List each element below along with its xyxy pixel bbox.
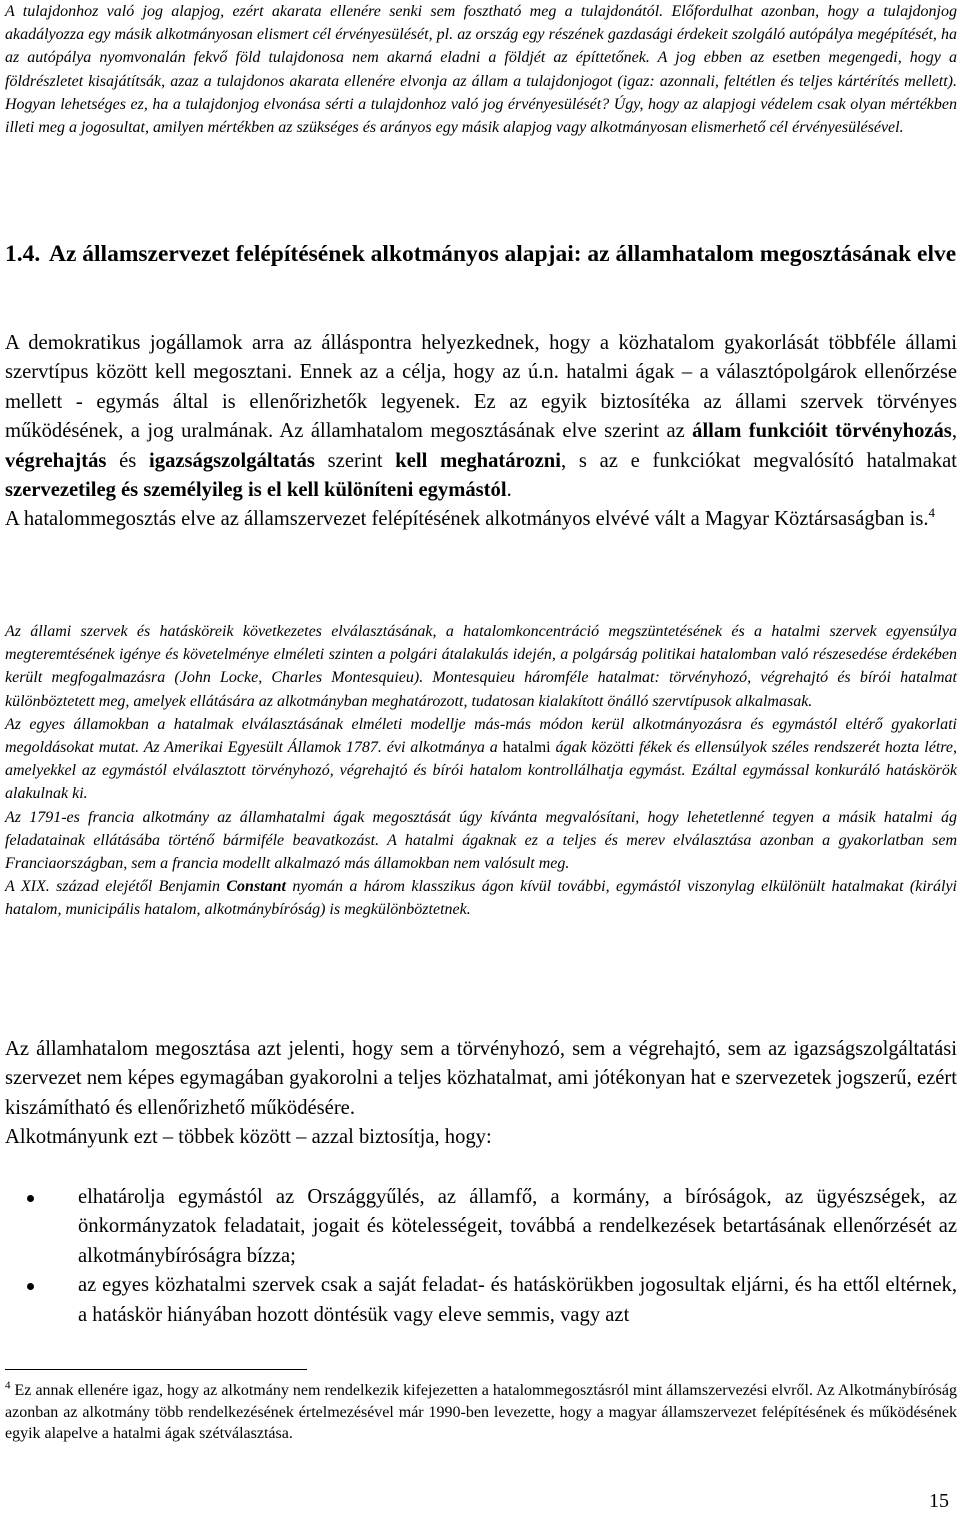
- text-segment: .: [506, 479, 512, 502]
- bold-segment: állam funkcióit törvényhozás: [692, 420, 952, 443]
- text-segment: ágak közötti fékek és ellensúlyok széles rendszerét hozta létre, amelyekkel az egymástól elválasztott törvényhozó, végrehajtó és bírói hatalom kontrollálhatja egymást. Ezáltal egymással konkuráló hatáskörök alakulnak ki.: [5, 739, 958, 803]
- history-paragraph-4: [5, 875, 957, 921]
- text-segment: A XIX. század elejétől Benjamin: [5, 878, 227, 896]
- text-segment: A hatalommegosztás elve az államszervezet felépítésének alkotmányos elvévé vált a Magyar Köztársaságban is.: [5, 508, 929, 531]
- bold-segment: szervezetileg és személyileg is el kell különíteni egymástól: [5, 479, 507, 502]
- bullet-icon: [27, 1283, 34, 1290]
- intro-paragraph: A tulajdonhoz való jog alapjog, ezért akarata ellenére senki sem fosztható meg a tulajdonától. Előfordulhat azonban, hogy a tulajdonjog akadályozza egy másik alkotmányosan elismert cél érvényesülését, pl. az ország egy részének gazdasági érdekeit szolgáló autópálya megépítését, ha az autópálya nyomvonalán fekvő föld tulajdonosa nem akarná eladni a földjét az építtetőnek. A jog ebben az esetben megengedi, hogy a földrészletet kisajátítsák, azaz a tulajdonos akarata ellenére elvonja az állam a tulajdonjogot (igaz: azonnali, feltétlen és teljes kártérítés mellett). Hogyan lehetséges ez, ha a tulajdonjog elvonása sérti a tulajdonhoz való jog érvényesülését? Úgy, hogy az alapjogi védelem csak olyan mértékben illeti meg a jogosultat, amilyen mértékben az szükséges és arányos egy másik alapjog vagy alkotmányosan elismerhető cél érvényesülésével.: [5, 3, 957, 137]
- text-segment: és: [106, 449, 150, 472]
- list-intro: Alkotmányunk ezt – többek között – azzal biztosítja, hogy:: [5, 1126, 492, 1149]
- hungary-principle-paragraph: [5, 505, 957, 534]
- footnote-reference[interactable]: 4: [928, 505, 935, 521]
- text-segment: hatalmi: [502, 739, 551, 757]
- bold-segment: Constant: [226, 878, 286, 896]
- footnote-divider: [5, 1369, 307, 1370]
- text-segment: ,: [951, 420, 957, 443]
- bullet-icon: [27, 1195, 34, 1202]
- text-segment: Az egyes államokban a hatalmak elválasztásának elméleti modellje más-más módon kerül alkotmányozásra és egymástól eltérő gyakorlati megoldásokat mutat. Az Amerikai Egyesült Államok 1787. évi alkotmánya a: [5, 715, 957, 757]
- text-segment: , s az e funkciókat megvalósító hatalmakat: [560, 449, 957, 472]
- meaning-paragraph: Az államhatalom megosztása azt jelenti, hogy sem a törvényhozó, sem a végrehajtó, sem az igazságszolgáltatási szervezet nem képes egymagában gyakorolni a teljes közhatalmat, ami jótékonyan hat e szervezetek jogszerű, ezért kiszámítható és ellenőrizhető működésére.: [5, 1038, 957, 1119]
- text-segment: szerint: [314, 449, 396, 472]
- section-number: 1.4.: [5, 241, 41, 267]
- page-number: 15: [929, 1490, 949, 1512]
- history-paragraph-2: [5, 713, 957, 806]
- text-segment: nyomán a három klasszikus ágon kívül további, egymástól viszonylag elkülönült hatalmakat (királyi hatalom, municipális hatalom, alkotmánybíróság) is megkülönböztetnek.: [5, 878, 958, 919]
- section-heading: [5, 238, 957, 270]
- meaning-section: [5, 1035, 957, 1153]
- footnote: [5, 1380, 957, 1445]
- bold-segment: kell meghatározni: [395, 449, 561, 472]
- bold-segment: igazságszolgáltatás: [149, 449, 315, 472]
- list-item-text: az egyes közhatalmi szervek csak a saját feladat- és hatáskörükben jogosultak eljárni, és ha ettől eltérnek, a hatáskör hiányában hozott döntésük vagy eleve semmis, vagy azt: [78, 1274, 957, 1326]
- list-item-text: elhatárolja egymástól az Országgyűlés, az államfő, a kormány, a bíróságok, az ügyészségek, az önkormányzatok feladatait, jogait és kötelességeit, továbbá a rendelkezések betartásának ellenőrzését az alkotmánybíróságra bízza;: [78, 1186, 957, 1267]
- history-paragraph-3: Az 1791-es francia alkotmány az államhatalmi ágak megosztását úgy kívánta megvalósítani, hogy lehetetlenné tegyen a másik hatalmi ág feladatainak ellátásába történő bármiféle beavatkozást. A hatalmi ágaknak ez a teljes és merev elválasztása azonban a gyakorlatban sem Franciaországban, sem a francia modellt alkalmazó más államokban nem valósult meg.: [5, 808, 957, 873]
- list-item: [5, 1183, 957, 1271]
- footnote-marker: 4: [5, 1379, 11, 1392]
- footnote-text: Ez annak ellenére igaz, hogy az alkotmány nem rendelkezik kifejezetten a hatalommegosztásról mint államszervezési elvről. Az Alkotmánybíróság azonban az alkotmány több rendelkezésének értelmezésével már 1990-ben levezette, hogy a magyar államszervezet felépítésének és működésének egyik alapelve a hatalmi ágak szétválasztása.: [5, 1382, 957, 1442]
- main-section: [5, 329, 957, 535]
- history-section: [5, 620, 957, 922]
- text-segment: A demokratikus jogállamok arra az álláspontra helyezkednek, hogy a közhatalom gyakorlását többféle állami szervtípus között kell megosztani. Ennek az a célja, hogy az ú.n. hatalmi ágak – a választópolgárok ellenőrzése mellett - egymás által is ellenőrizhetők legyenek. Ez az egyik biztosítéka az állami szervek törvényes működésének, a jog uralmának. Az államhatalom megosztásának elve szerint az: [5, 332, 957, 443]
- guarantee-list: [5, 1183, 957, 1330]
- history-paragraph-1: Az állami szervek és hatásköreik következetes elválasztásának, a hatalomkoncentráció megszüntetésének és a hatalmi szervek egyensúlya megteremtésének igénye és követelménye elméleti szinten a polgári átalakulás idején, a polgárság politikai hatalomban való részesedése érdekében került megfogalmazásra (John Locke, Charles Montesquieu). Montesquieu háromféle hatalmat: törvényhozó, végrehajtó és bírói hatalmat különböztetett meg, amelyek ellátására az alkotmányban meghatározott, tudatosan kialakított önálló szervtípusok alkalmasak.: [5, 623, 957, 710]
- section-title: Az államszervezet felépítésének alkotmányos alapjai: az államhatalom megosztásának elve: [49, 241, 957, 267]
- separation-of-powers-paragraph: [5, 329, 957, 505]
- list-item: [5, 1271, 957, 1330]
- bold-segment: végrehajtás: [5, 449, 107, 472]
